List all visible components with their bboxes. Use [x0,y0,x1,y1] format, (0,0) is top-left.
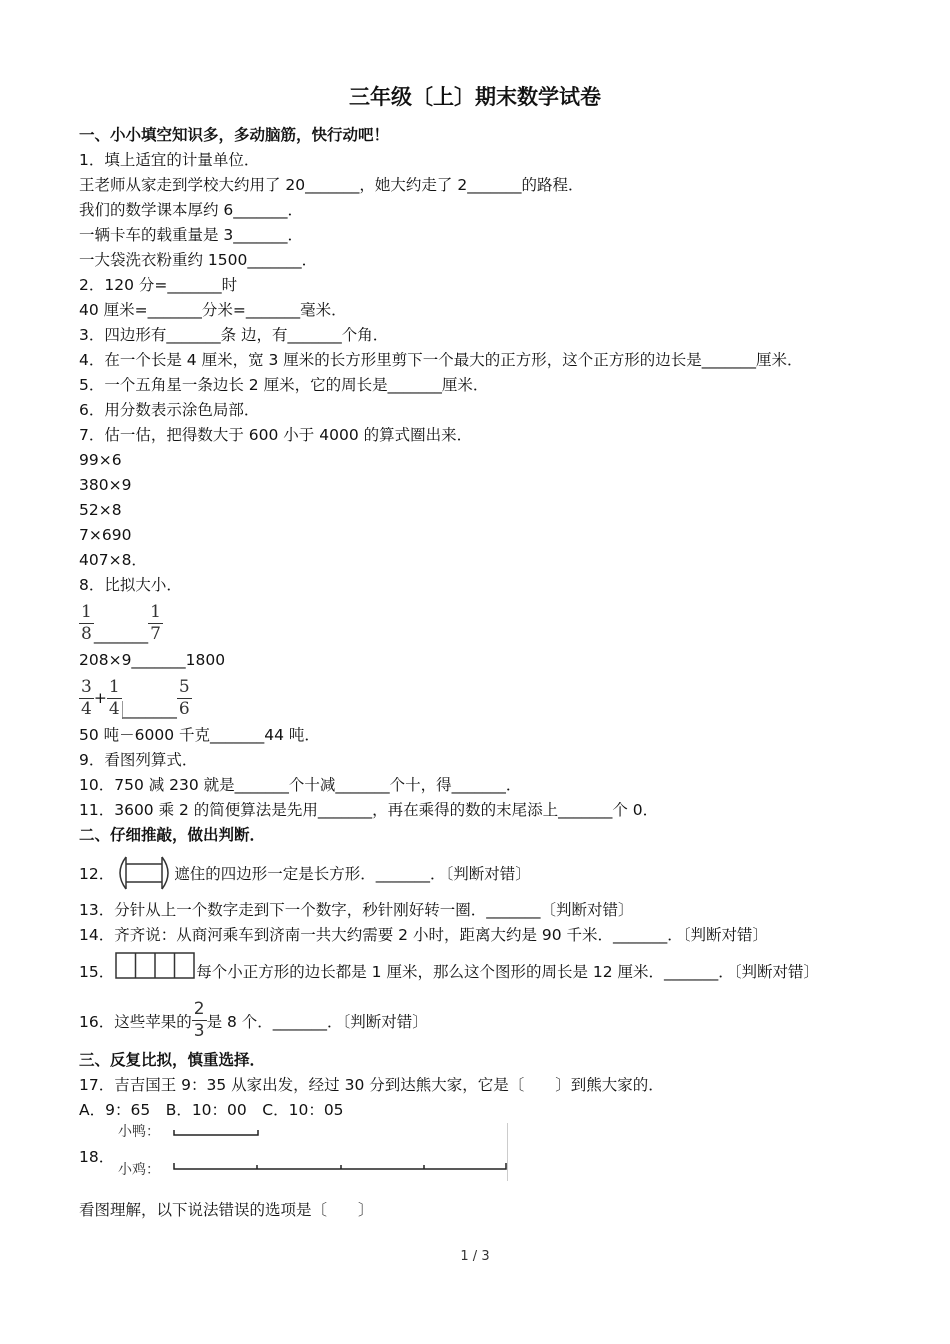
question-number: 15． [79,962,115,981]
numerator: 2 [193,999,205,1019]
plus-sign: + [93,689,107,707]
fraction [79,677,94,720]
blank: _______ [122,701,177,719]
duck-chick-diagram [114,1123,508,1181]
fraction [107,677,122,720]
question-text: 16．这些苹果的 [79,1012,192,1031]
fraction [177,677,192,720]
duck-label: 小鸭： [118,1124,160,1140]
blank: _______ [93,626,149,644]
denominator: 4 [81,698,92,719]
numerator: 1 [81,601,92,622]
question-3: 3．四边形有_______条 边，有_______个角． [79,326,389,344]
covered-quadrilateral-image [114,854,174,892]
question-1c: 一辆卡车的载重量是 3_______． [79,226,304,244]
question-7b: 380×9 [79,476,132,494]
fraction [79,602,94,645]
question-7e: 407×8． [79,551,147,569]
question-4: 4．在一个长是 4 厘米，宽 3 厘米的长方形里剪下一个最大的正方形，这个正方形的边长是_______厘米． [79,351,803,369]
question-8b: 208×9_______1800 [79,651,226,669]
chick-label: 小鸡： [118,1162,160,1178]
question-17-options: A．9：65 B．10：00 C．10：05 [79,1101,344,1119]
numerator: 3 [81,676,92,697]
question-12 [79,848,950,898]
question-1a: 王老师从家走到学校大约用了 20_______，她大约走了 2_______的路程． [79,176,584,194]
question-9: 9．看图列算式． [79,751,198,769]
question-18-number: 18． [79,1148,115,1166]
page-number: 1 / 3 [460,1249,490,1264]
fraction [148,602,163,645]
question-text: 遮住的四边形一定是长方形．_______．〔判断对错〕 [174,865,531,883]
question-14: 14．齐齐说：从商河乘车到济南一共大约需要 2 小时，距离大约是 90 千米．_______．〔判断对错〕 [79,926,769,944]
question-7d: 7×690 [79,526,132,544]
question-number: 12． [79,865,115,883]
question-7a: 99×6 [79,451,122,469]
page-title: 三年级〔上〕期末数学试卷 [349,85,601,109]
section-heading-2: 二、仔细推敲，做出判断． [79,826,266,844]
denominator: 6 [178,698,190,719]
fraction [192,999,207,1042]
question-18-text: 看图理解，以下说法错误的选项是〔 〕 [79,1201,374,1219]
section-heading-3: 三、反复比拟，慎重选择． [79,1051,266,1069]
denominator: 8 [81,623,92,644]
numerator: 5 [178,676,190,697]
denominator: 7 [150,623,161,644]
question-11: 11．3600 乘 2 的简便算法是先用_______，再在乘得的数的末尾添上_______个 0． [79,801,659,819]
question-15 [79,948,950,993]
question-5: 5．一个五角星一条边长 2 厘米，它的周长是_______厘米． [79,376,489,394]
question-8a [79,598,950,648]
question-8: 8．比拟大小． [79,576,182,594]
question-2a: 40 厘米=_______分米=_______毫米． [79,301,347,319]
question-2: 2．120 分=_______时 [79,276,238,294]
question-10: 10．750 减 230 就是_______个十减_______个十，得_______． [79,776,522,794]
question-7: 7．估一估，把得数大于 600 小于 4000 的算式圈出来． [79,426,473,444]
question-1: 1．填上适宜的计量单位． [79,151,260,169]
question-text: 每个小正方形的边长都是 1 厘米，那么这个图形的周长是 12 厘米．_______．〔判断对错〕 [196,962,820,981]
section-heading-1: 一、小小填空知识多，多动脑筋，快行动吧！ [79,126,390,144]
denominator: 3 [193,1021,205,1041]
question-16 [79,993,950,1048]
numerator: 1 [150,601,161,622]
question-8d: 50 吨－6000 千克_______44 吨． [79,726,320,744]
question-17: 17．吉吉国王 9：35 从家出发，经过 30 分到达熊大家，它是〔 〕到熊大家的． [79,1076,664,1094]
question-18 [79,1123,950,1198]
question-1b: 我们的数学课本厚约 6_______． [79,201,304,219]
four-squares-image [114,951,196,981]
question-13: 13．分针从上一个数字走到下一个数字，秒针刚好转一圈．_______〔判断对错〕 [79,901,634,919]
numerator: 1 [108,676,120,697]
question-6: 6．用分数表示涂色局部． [79,401,260,419]
denominator: 4 [108,698,120,719]
question-text: 是 8 个．_______．〔判断对错〕 [206,1012,428,1031]
question-8c [79,673,950,723]
segment-bars [114,1123,507,1181]
question-1d: 一大袋洗衣粉重约 1500_______． [79,251,318,269]
question-7c: 52×8 [79,501,122,519]
